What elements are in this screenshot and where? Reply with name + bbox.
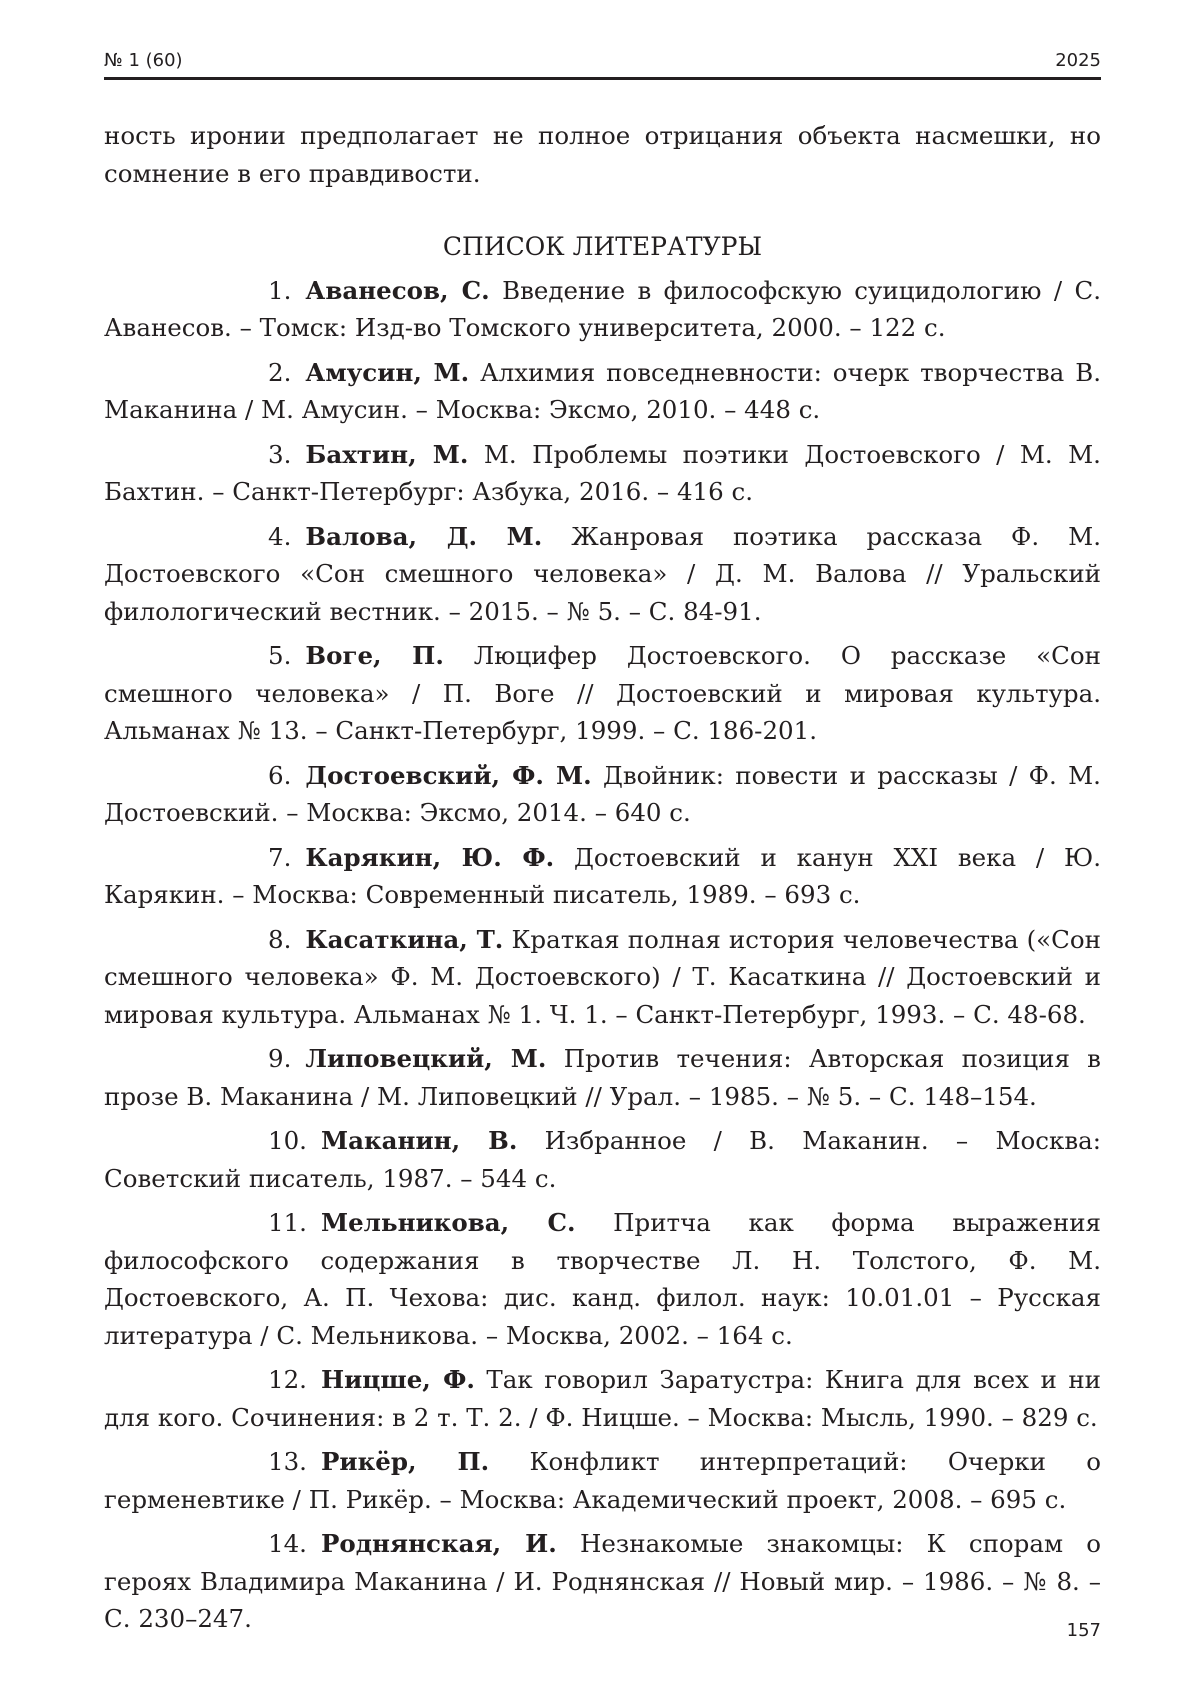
reference-text: Против течения: Авторская позиция в прозе В. Маканина / М. Липовецкий // Урал. – 1985. – № 5. – С. 148–154. — [104, 1044, 1101, 1111]
reference-text: Так говорил Заратустра: Книга для всех и ни для кого. Сочинения: в 2 т. Т. 2. / Ф. Ницше. – Москва: Мысль, 1990. – 829 с. — [104, 1365, 1102, 1432]
reference-author: Амусин, М. — [305, 357, 470, 387]
reference-item — [104, 272, 1101, 347]
reference-text: М. Проблемы поэтики Достоевского / М. М. Бахтин. – Санкт-Петербург: Азбука, 2016. – 416 с. — [104, 439, 1101, 506]
reference-author: Рикёр, П. — [320, 1447, 490, 1476]
reference-author: Аванесов, С. — [305, 275, 490, 305]
reference-number: 14. — [268, 1529, 307, 1558]
reference-number: 2. — [268, 357, 292, 387]
reference-item — [104, 1525, 1101, 1638]
reference-item — [104, 1040, 1101, 1115]
reference-number: 13. — [268, 1447, 307, 1476]
reference-item — [104, 1122, 1101, 1197]
reference-item — [104, 354, 1101, 429]
reference-number: 5. — [268, 641, 292, 670]
reference-text: Конфликт интерпретаций: Очерки о герменевтике / П. Рикёр. – Москва: Академический проект, 2008. – 695 с. — [104, 1447, 1102, 1514]
reference-author: Ницше, Ф. — [320, 1365, 475, 1394]
reference-number: 11. — [268, 1208, 307, 1237]
reference-number: 7. — [268, 842, 292, 872]
reference-text: Незнакомые знакомцы: К спорам о героях Владимира Маканина / И. Роднянская // Новый мир. – 1986. – № 8. – С. 230–247. — [104, 1529, 1101, 1633]
reference-number: 3. — [268, 439, 292, 469]
reference-author: Валова, Д. М. — [305, 521, 543, 551]
reference-item — [104, 1361, 1101, 1436]
reference-author: Роднянская, И. — [320, 1529, 557, 1558]
references-list — [104, 272, 1101, 1638]
reference-number: 6. — [268, 760, 292, 790]
reference-text: Достоевский и канун XXI века / Ю. Карякин. – Москва: Современный писатель, 1989. – 693 с. — [104, 842, 1102, 909]
reference-text: Жанровая поэтика рассказа Ф. М. Достоевского «Сон смешного человека» / Д. М. Валова // Уральский филологический вестник. – 2015. – № 5. – С. 84-91. — [104, 521, 1101, 626]
reference-number: 1. — [268, 275, 292, 305]
reference-author: Мельникова, С. — [320, 1208, 576, 1237]
reference-item — [104, 921, 1101, 1034]
reference-number: 8. — [268, 924, 292, 954]
reference-item — [104, 436, 1101, 511]
reference-item — [104, 757, 1101, 832]
reference-author: Липовецкий, М. — [305, 1044, 547, 1073]
reference-item — [104, 637, 1101, 750]
reference-number: 12. — [268, 1365, 307, 1394]
reference-author: Касаткина, Т. — [305, 924, 504, 954]
reference-author: Бахтин, М. — [305, 439, 469, 469]
reference-item — [104, 1204, 1101, 1354]
reference-text: Избранное / В. Маканин. – Москва: Советский писатель, 1987. – 544 с. — [104, 1126, 1101, 1193]
journal-year: 2025 — [1055, 50, 1101, 71]
reference-text: Притча как форма выражения философского содержания в творчестве Л. Н. Толстого, Ф. М. Достоевского, А. П. Чехова: дис. канд. филол. наук: 10.01.01 – Русская литература / С. Мельникова. – Москва, 2002. – 164 с. — [104, 1208, 1101, 1350]
reference-author: Карякин, Ю. Ф. — [305, 842, 555, 872]
reference-text: Люцифер Достоевского. О рассказе «Сон смешного человека» / П. Воге // Достоевский и мировая культура. Альманах № 13. – Санкт-Петербург, 1999. – С. 186-201. — [104, 641, 1101, 745]
reference-text: Краткая полная история человечества («Сон смешного человека» Ф. М. Достоевского) / Т. Касаткина // Достоевский и мировая культура. Альманах № 1. Ч. 1. – Санкт-Петербург, 1993. – С. 48-68. — [104, 924, 1101, 1029]
running-header — [104, 46, 1101, 76]
header-divider — [104, 77, 1101, 80]
page-body — [104, 117, 1101, 1645]
reference-item — [104, 839, 1101, 914]
reference-text: Введение в философскую суицидологию / С. Аванесов. – Томск: Изд-во Томского университета, 2000. – 122 с. — [104, 275, 1101, 342]
page-number: 157 — [1066, 1620, 1101, 1641]
reference-number: 10. — [268, 1126, 307, 1155]
reference-text: Двойник: повести и рассказы / Ф. М. Достоевский. – Москва: Эксмо, 2014. – 640 с. — [104, 760, 1101, 827]
reference-text: Алхимия повседневности: очерк творчества В. Маканина / М. Амусин. – Москва: Эксмо, 2010. – 448 с. — [104, 357, 1101, 424]
reference-author: Маканин, В. — [320, 1126, 518, 1155]
reference-number: 9. — [268, 1044, 292, 1073]
reference-item — [104, 518, 1101, 631]
reference-item — [104, 1443, 1101, 1518]
intro-paragraph: ность иронии предполагает не полное отрицания объекта насмешки, но сомнение в его правдивости. — [104, 121, 1101, 188]
journal-issue: № 1 (60) — [104, 50, 183, 71]
reference-author: Достоевский, Ф. М. — [305, 760, 592, 790]
references-heading: СПИСОК ЛИТЕРАТУРЫ — [442, 232, 763, 261]
reference-author: Воге, П. — [305, 641, 444, 670]
reference-number: 4. — [268, 521, 292, 551]
